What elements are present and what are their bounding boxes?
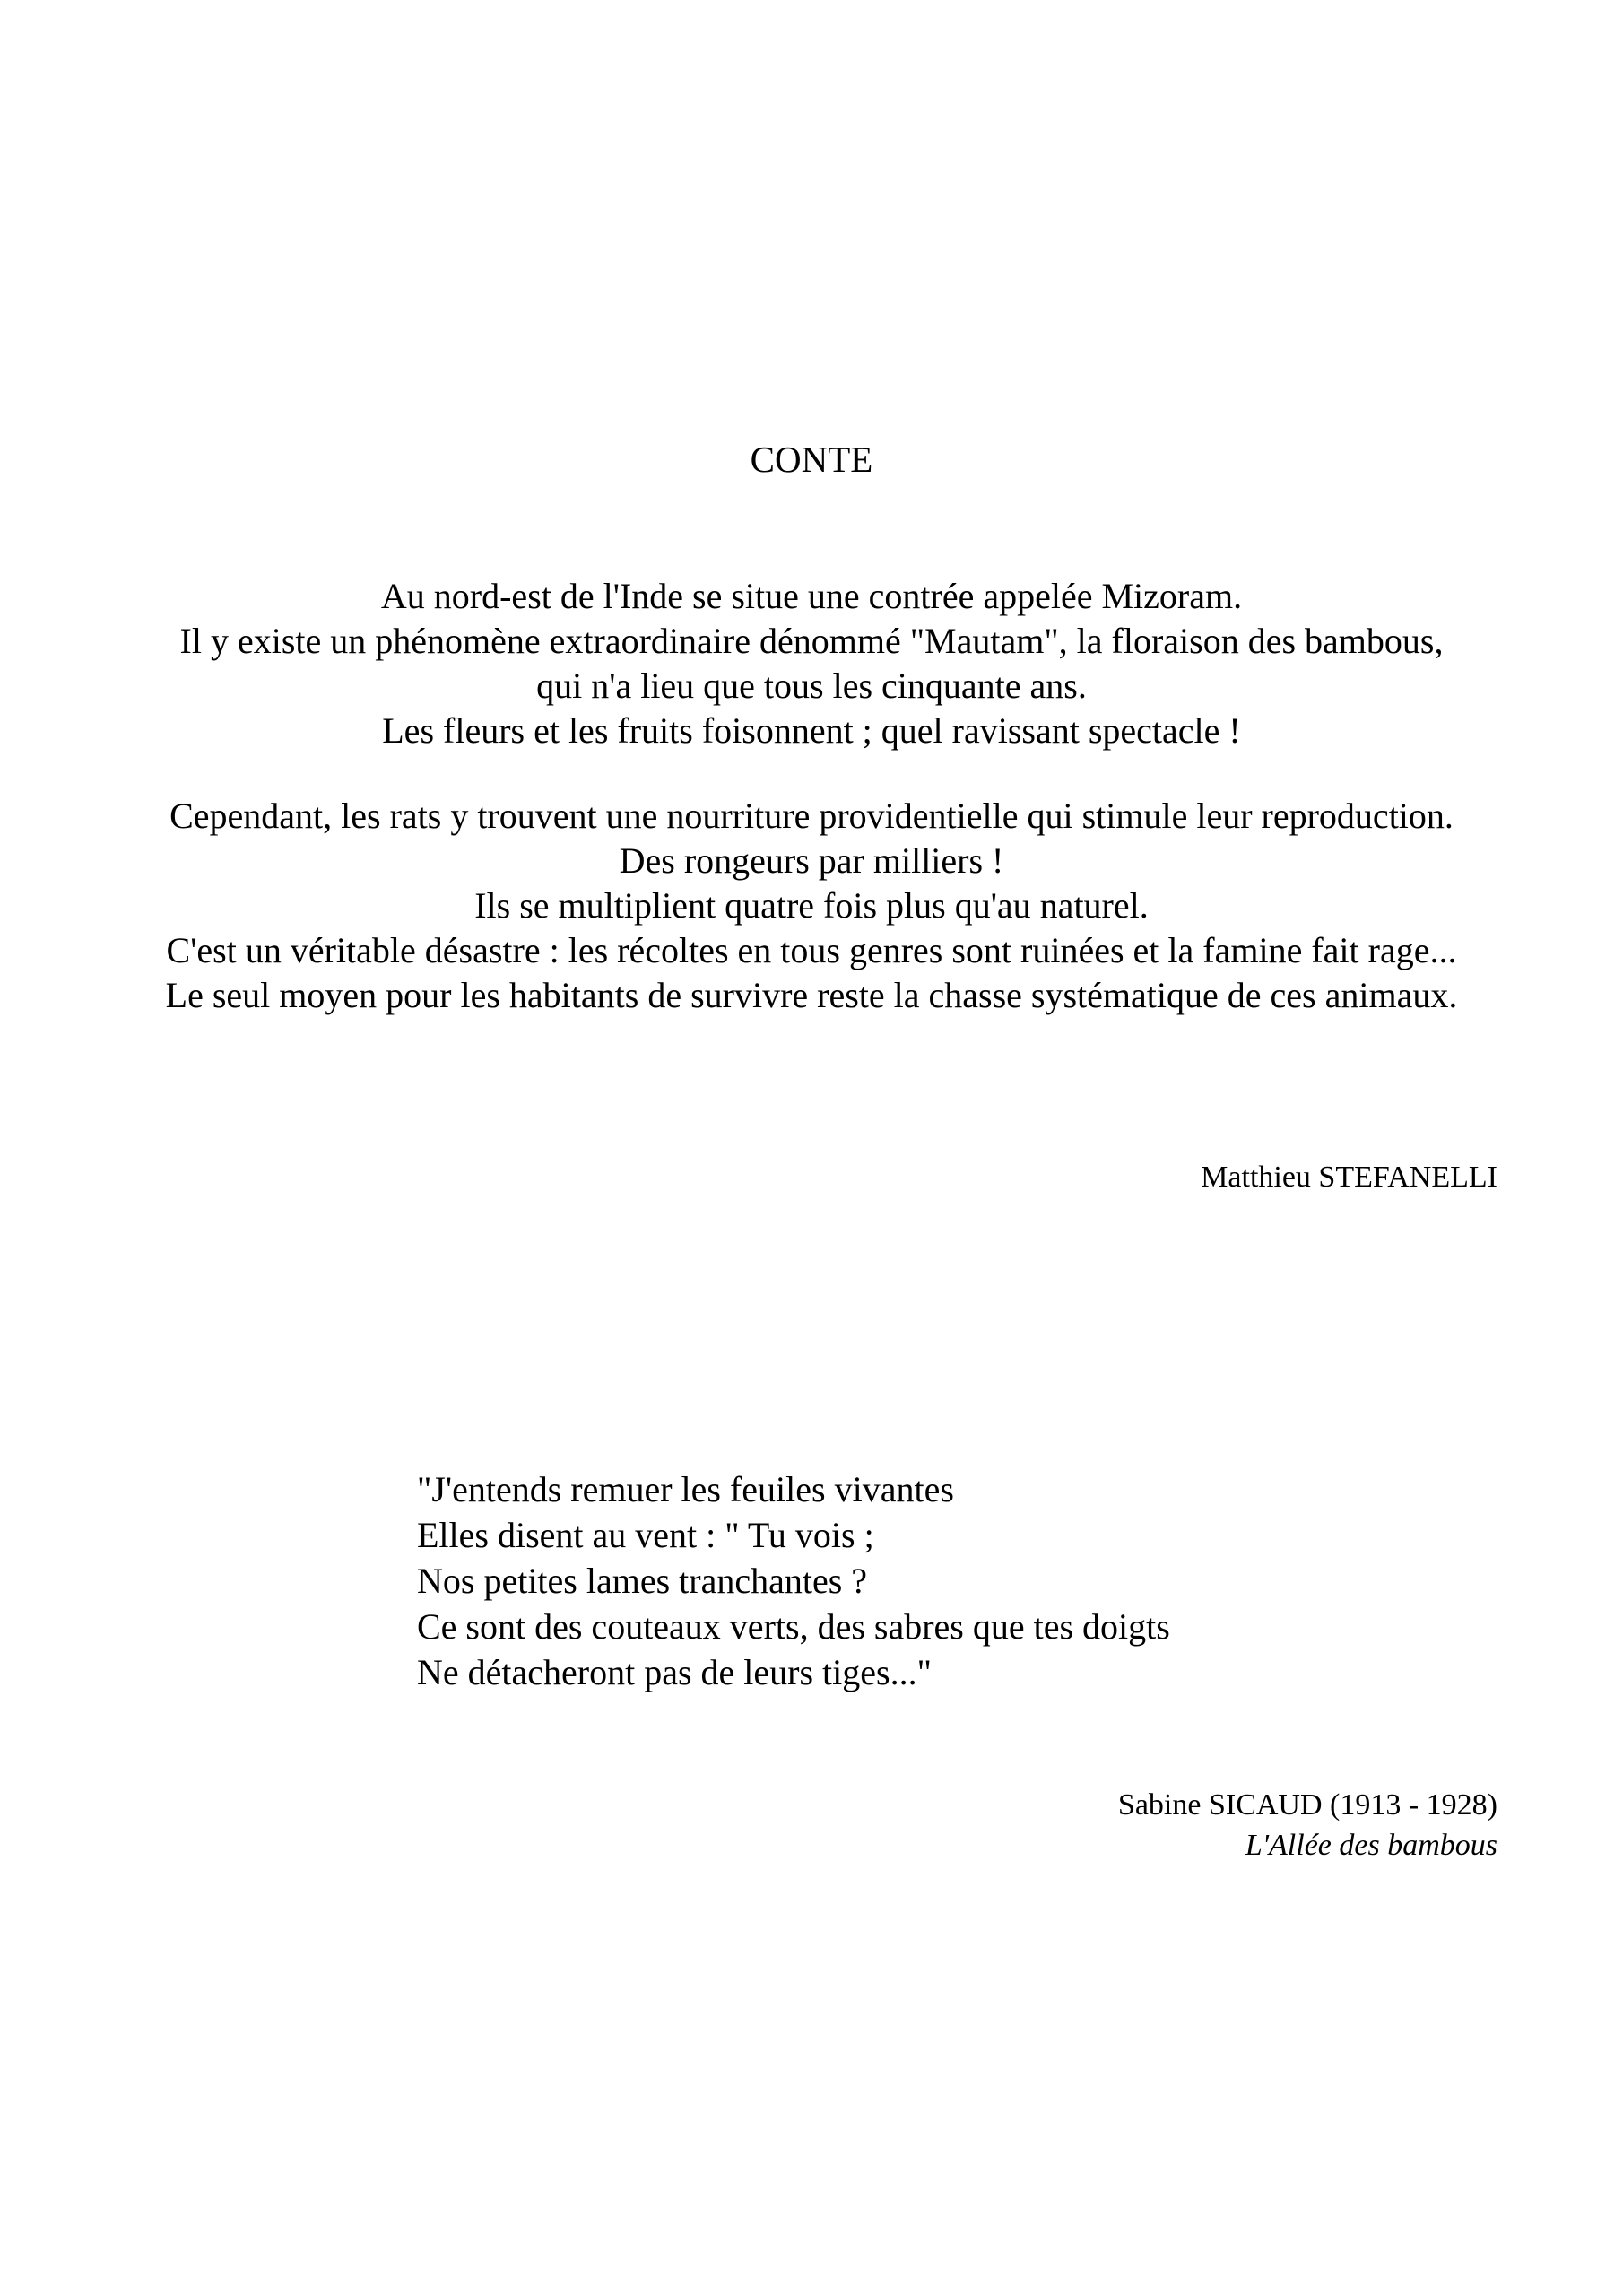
poem-line: Elles disent au vent : " Tu vois ; [417,1515,874,1555]
story-line: Le seul moyen pour les habitants de survivre reste la chasse systématique de ces animaux. [165,975,1458,1015]
poem-credit [1118,1785,1497,1866]
poem-quote [417,1466,1170,1695]
author-signature: Matthieu STEFANELLI [1201,1161,1497,1194]
story-line: Ils se multiplient quatre fois plus qu'au naturel. [474,885,1149,926]
story-line: Les fleurs et les fruits foisonnent ; quel ravissant spectacle ! [382,710,1241,751]
poem-line: Nos petites lames tranchantes ? [417,1561,868,1601]
poet-name: Sabine SICAUD (1913 - 1928) [1117,1788,1497,1822]
story-line: Des rongeurs par milliers ! [619,840,1004,881]
story-line: qui n'a lieu que tous les cinquante ans. [536,665,1087,706]
story-line: Il y existe un phénomène extraordinaire dénommé "Mautam", la floraison des bambous, [179,621,1444,661]
story-line: Au nord-est de l'Inde se situe une contrée appelée Mizoram. [380,576,1243,616]
story-line: Cependant, les rats y trouvent une nourriture providentielle qui stimule leur reproduction. [169,796,1454,836]
page-title: CONTE [750,439,873,480]
poem-line: Ce sont des couteaux verts, des sabres que tes doigts [417,1606,1170,1647]
story-line: C'est un véritable désastre : les récoltes en tous genres sont ruinées et la famine fait rage... [166,930,1457,970]
poem-line: "J'entends remuer les feuiles vivantes [417,1469,954,1509]
story-paragraph-2 [54,794,1569,1018]
work-title: L'Allée des bambous [1245,1829,1497,1862]
poem-line: Ne détacheront pas de leurs tiges..." [417,1652,932,1692]
story-paragraph-1 [54,574,1569,753]
